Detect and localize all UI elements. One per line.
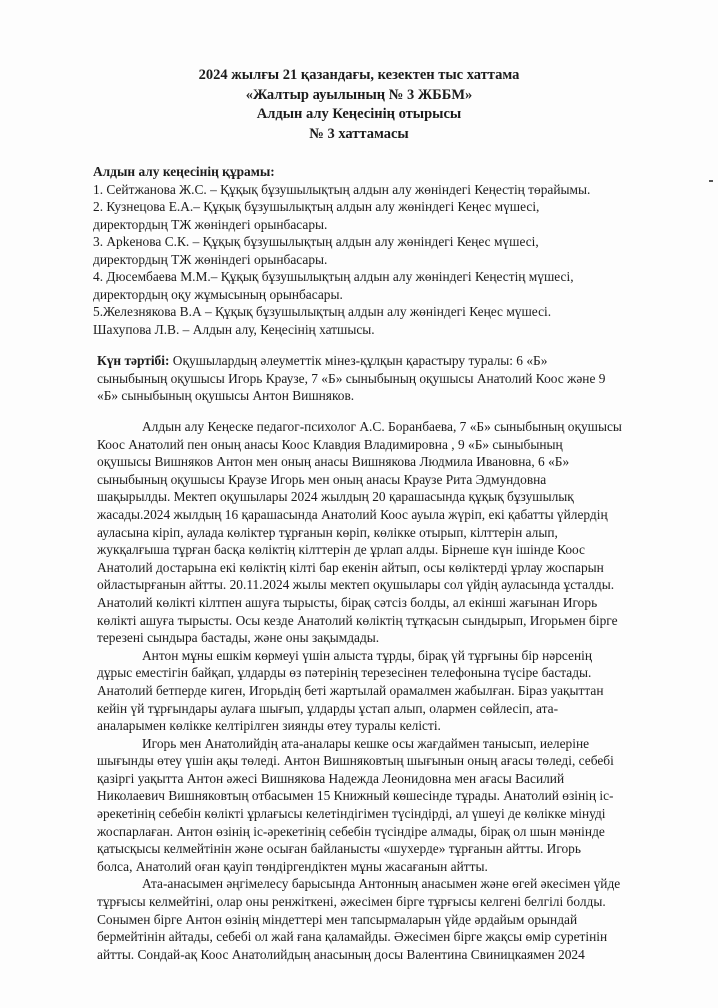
paragraph-line: Анатолий бетперде киген, Игорьдің беті жартылай орамалмен жабылған. Біраз уақыттан: [97, 682, 604, 698]
paragraph-first-line: Алдын алу Кеңеске педагог-психолог А.С. Боранбаева, 7 «Б» сыныбының оқушысы: [142, 419, 622, 434]
header-line-date: 2024 жылғы 21 қазандағы, кезектен тыс хаттама: [198, 67, 520, 83]
paragraph-line: жоспарлаған. Антон өзінің іс-әрекетінің себебін түсіндіре алмады, бірақ ол шын мәнінде: [97, 823, 605, 839]
paragraph-line: шақырылды. Мектеп оқушылары 2024 жылдың 20 қарашасында құқық бұзушылық: [97, 489, 574, 505]
paragraph-line: Анатолий достарына екі көліктің кілті бар екенін айтып, осы көліктерді ұрлау жоспарын: [97, 559, 604, 575]
paragraph-line: Николаевич Вишняковтың отбасымен 15 Книжный көшесінде тұрады. Анатолий өзінің іс-: [97, 788, 614, 804]
agenda-section: [97, 352, 677, 405]
paragraph-line: бермейтінін айтады, себебі ол жай ғана қаламайды. Әжесімен бірге жақсы өмір суретінін: [97, 929, 608, 945]
agenda-text: Оқушылардың әлеуметтік мінез-құлқын қарастыру туралы: 6 «Б»: [169, 353, 548, 368]
composition-line: 4. Дюсембаева М.М.– Құқық бұзушылықтың алдын алу жөніндегі Кеңестің мүшесі,: [93, 269, 574, 284]
header-line-protocol-number: № 3 хаттамасы: [309, 125, 409, 142]
agenda-line: сыныбының оқушысы Игорь Краузе, 7 «Б» сыныбының оқушысы Анатолий Коос және 9: [97, 370, 606, 386]
composition-line: 3. Арkенова С.К. – Құқық бұзушылықтың алдын алу жөніндегі Кеңес мүшесі,: [93, 234, 539, 249]
composition-line: Шахупова Л.В. – Алдын алу, Кеңесінің хатшысы.: [93, 321, 375, 337]
paragraph-first-line: Игорь мен Анатолийдің ата-аналары кешке осы жағдаймен танысып, иелеріне: [142, 735, 590, 751]
paragraph-conversation: [97, 875, 677, 963]
paragraph-line: ауласына кіріп, аулада көліктер тұрғанын көріп, көлікке отырып, кілттерін алып,: [97, 524, 558, 540]
paragraph-line: қазіргі уақытта Антон әжесі Вишнякова Надежда Леонидовна мен ағасы Василий: [97, 770, 565, 786]
header-line-council: Алдын алу Кеңесінің отырысы: [256, 106, 462, 122]
paragraph-line: дұрыс еместігін байқап, ұлдарды өз пәтерінің терезесінен телефонына түсіре бастады.: [97, 665, 592, 681]
scan-mark: [709, 180, 713, 182]
paragraph-line: әрекетінің себебін көлікті ұрлағысы келетіндігімен түсіндірді, ал үшеуі де көлікке мінуді: [97, 806, 606, 822]
composition-line: 2. Кузнецова Е.А.– Құқық бұзушылықтың алдын алу жөніндегі Кеңес мүшесі,: [93, 199, 540, 214]
paragraph-first-line: Ата-анасымен әңгімелесу барысында Антонның анасымен және өгей әкесімен үйде: [142, 876, 621, 892]
paragraph-line: Сонымен бірге Антон өзінің міндеттері мен тапсырмаларын үйде әрдайым орындай: [97, 911, 578, 927]
agenda-label: Күн тәртібі:: [97, 353, 170, 368]
protocol-body: [97, 418, 677, 963]
paragraph-first-line: Антон мұны ешкім көрмеуі үшін алыста тұрды, бірақ үй тұрғыны бір нәрсенің: [142, 647, 593, 663]
paragraph-line: болса, Анатолий оған қауіп төндіргендіктен мұны жасағанын айтты.: [97, 858, 488, 874]
paragraph-line: айтты. Сондай-ақ Коос Анатолийдың анасының досы Валентина Свиницкаямен 2024: [97, 946, 585, 962]
agenda-line: «Б» сыныбының оқушысы Антон Вишняков.: [97, 388, 355, 403]
paragraph-line: сыныбының оқушысы Краузе Игорь мен оның анасы Краузе Рита Эдмундовна: [97, 471, 547, 487]
document-header: [0, 66, 718, 144]
paragraph-line: ойластырғанын айтты. 20.11.2024 жылы мектеп оқушылары сол үйдің ауласында ұсталды.: [97, 577, 615, 593]
paragraph-line: жукқалғыша тұрған басқа көліктің кілттерін де ұрлап алды. Бірнеше күн ішінде Коос: [97, 542, 585, 558]
paragraph-line: кейін үй тұрғындары аулаға шығып, ұлдарды ұстап алып, олармен сөйлесіп, ата-: [97, 700, 559, 716]
composition-line: директордың ТЖ жөніндегі орынбасары.: [93, 216, 328, 232]
paragraph-line: көлікті ашуға тырысты. Осы кезде Анатолий көліктің тұтқасын сындырып, Игорьмен бірге: [97, 612, 618, 628]
composition-line: 1. Сейтжанова Ж.С. – Құқық бұзушылықтың алдын алу жөніндегі Кеңестің төрайымы.: [93, 181, 591, 197]
paragraph-line: оқушысы Вишняков Антон мен оның анасы Вишнякова Людмила Ивановна, 6 «Б»: [97, 454, 570, 470]
header-line-school: «Жалтыр ауылының № 3 ЖББМ»: [245, 86, 473, 103]
paragraph-anton: [97, 647, 677, 735]
composition-line: директордың ТЖ жөніндегі орынбасары.: [93, 251, 328, 267]
paragraph-line: шығынды өтеу үшін ақы төледі. Антон Вишняковтың шығынын оның ағасы төледі, себебі: [97, 753, 614, 769]
paragraph-line: Анатолий көлікті кілтпен ашуға тырысты, бірақ сәтсіз болды, ал екінші жағынан Игорь: [97, 594, 598, 610]
agenda-first-line: [97, 352, 677, 370]
paragraph-invitation: [97, 418, 677, 647]
composition-line: директордың оқу жұмысының орынбасары.: [93, 286, 343, 302]
council-composition: [93, 163, 673, 338]
paragraph-line: аналарымен көлікке келтірілген зиянды өтеу туралы келісті.: [97, 718, 441, 734]
paragraph-line: жасады.2024 жылдың 16 қарашасында Анатолий Коос ауыла жүріп, екі қабатты үйлердің: [97, 506, 608, 522]
paragraph-parents: [97, 735, 677, 876]
composition-line: 5.Железнякова В.А – Құқық бұзушылықтың алдын алу жөніндегі Кеңес мүшесі.: [93, 304, 552, 319]
paragraph-line: қатысқысы келмейтінін және осыған байланысты «шухерде» тұрғанын айтты. Игорь: [97, 841, 581, 857]
paragraph-line: Коос Анатолий пен оның анасы Коос Клавдия Владимировна , 9 «Б» сыныбының: [97, 436, 563, 452]
paragraph-line: тұрғысы келмейтіні, олар оны ренжіткені, әжесімен бірге тұрғысы келгені белгілі болды.: [97, 894, 606, 910]
paragraph-line: терезені сындыра бастады, және оны зақымдады.: [97, 630, 380, 646]
composition-heading: Алдын алу кеңесінің құрамы:: [93, 164, 275, 179]
